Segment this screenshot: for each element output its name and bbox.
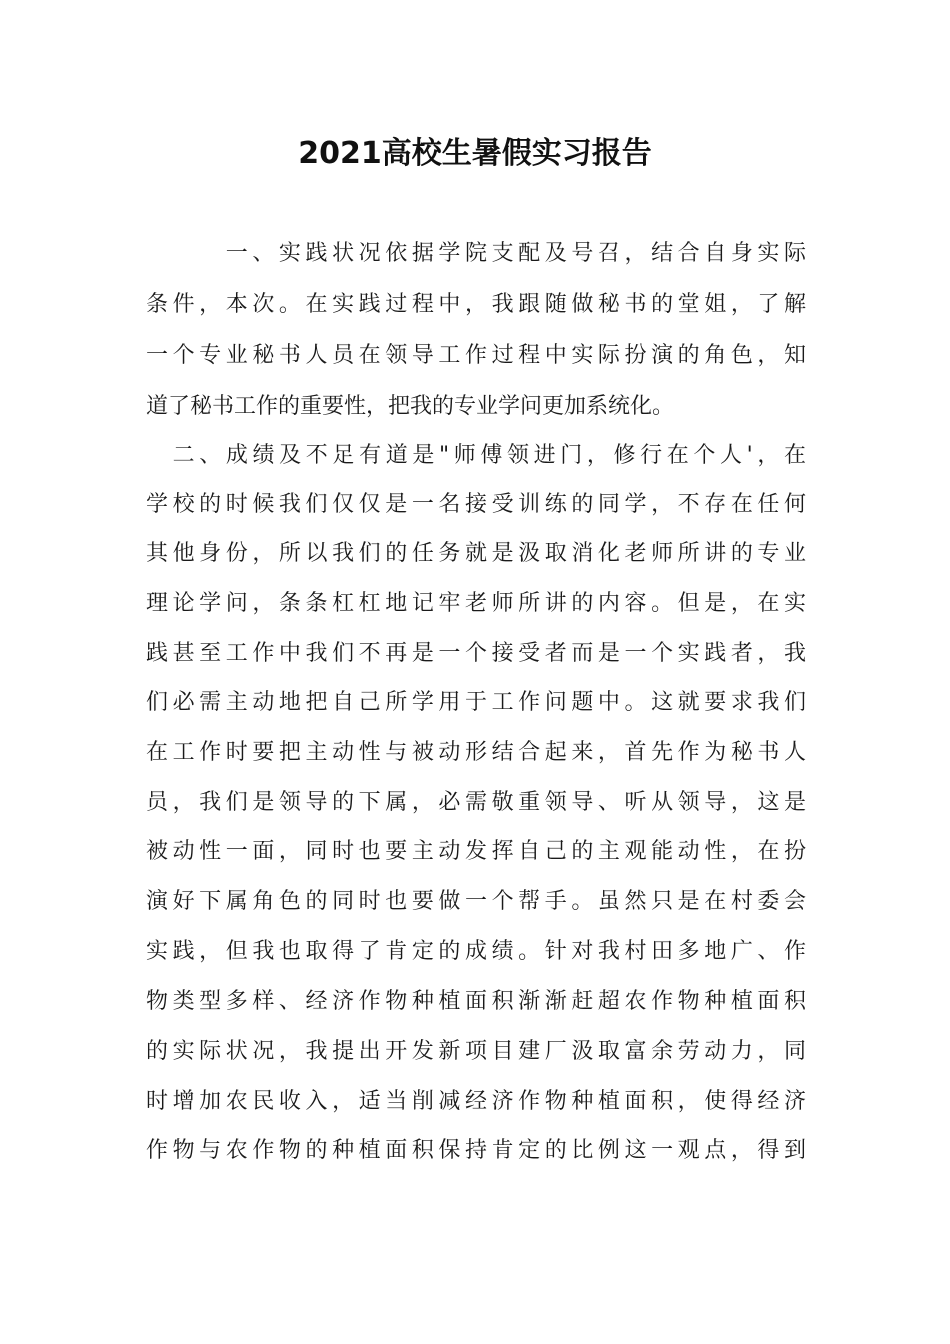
paragraph-line: 作物与农作物的种植面积保持肯定的比例这一观点，得到: [146, 1138, 806, 1163]
paragraph-line: 的实际状况，我提出开发新项目建厂汲取富余劳动力，同: [146, 1039, 806, 1064]
paragraph-line: 时增加农民收入，适当削减经济作物种植面积，使得经济: [146, 1089, 806, 1114]
paragraph-line: 物类型多样、经济作物种植面积渐渐赶超农作物种植面积: [146, 989, 806, 1014]
paragraph-line: 实践，但我也取得了肯定的成绩。针对我村田多地广、作: [146, 939, 806, 964]
paragraph-line: 其他身份，所以我们的任务就是汲取消化老师所讲的专业: [146, 541, 806, 566]
paragraph-line: 员，我们是领导的下属，必需敬重领导、听从领导，这是: [146, 790, 806, 815]
document-body: [146, 236, 806, 1236]
paragraph-line: 践甚至工作中我们不再是一个接受者而是一个实践者，我: [146, 641, 806, 666]
paragraph-line: 一个专业秘书人员在领导工作过程中实际扮演的角色，知: [146, 343, 806, 368]
paragraph-line: 们必需主动地把自己所学用于工作问题中。这就要求我们: [146, 690, 806, 715]
paragraph-line: 在工作时要把主动性与被动形结合起来，首先作为秘书人: [146, 740, 806, 765]
paragraph-line: 理论学问，条条杠杠地记牢老师所讲的内容。但是，在实: [146, 591, 806, 616]
paragraph-line: 演好下属角色的同时也要做一个帮手。虽然只是在村委会: [146, 889, 806, 914]
paragraph-line: 条件，本次。在实践过程中，我跟随做秘书的堂姐，了解: [146, 292, 806, 317]
paragraph-line: 学校的时候我们仅仅是一名接受训练的同学，不存在任何: [146, 492, 806, 517]
paragraph-line: 二、成绩及不足有道是"师傅领进门，修行在个人'，在: [146, 443, 806, 468]
document-title: 2021高校生暑假实习报告: [298, 136, 652, 171]
paragraph-line: 道了秘书工作的重要性，把我的专业学问更加系统化。: [146, 394, 675, 419]
paragraph-line: 一、实践状况依据学院支配及号召，结合自身实际: [146, 241, 806, 266]
paragraph-line: 被动性一面，同时也要主动发挥自己的主观能动性，在扮: [146, 839, 806, 864]
